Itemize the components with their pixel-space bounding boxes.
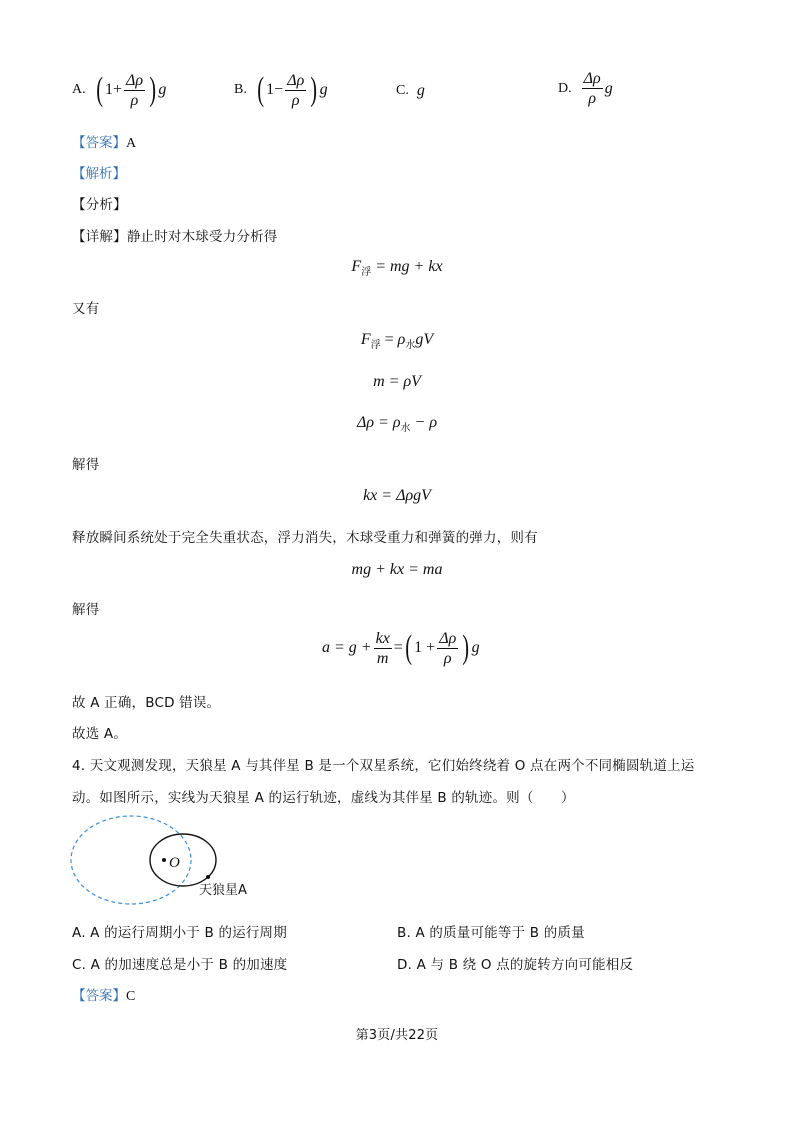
- q3-option-c[interactable]: C. g: [396, 82, 425, 99]
- q4-option-b[interactable]: B. A 的质量可能等于 B 的质量: [397, 925, 585, 941]
- fraction: $\frac{\Delta\rho}{\rho}$: [583, 70, 601, 107]
- center-point-o: [162, 858, 166, 862]
- orbit-figure: [66, 812, 286, 912]
- equation-mass: m = ρV: [373, 373, 421, 390]
- fraction: $\frac{\Delta\rho}{\rho}$: [125, 71, 144, 109]
- detail-line: 【详解】静止时对木球受力分析得: [72, 229, 278, 245]
- q3-option-b[interactable]: B. ( 1− $\frac{\Delta\rho}{\rho}$ ) g: [234, 71, 328, 109]
- analysis-tag: 【解析】: [72, 166, 126, 182]
- star-a-point: [206, 875, 210, 879]
- answer-line-q3: 【答案】A: [72, 135, 137, 151]
- equation-buoyancy: $F_浮$ = mg + kx: [351, 258, 443, 278]
- q4-option-d[interactable]: D. A 与 B 绕 O 点的旋转方向可能相反: [397, 957, 634, 973]
- q3-option-d[interactable]: D. $\frac{\Delta\rho}{\rho}$ g: [558, 70, 613, 107]
- orbit-a-solid: [150, 834, 216, 886]
- choice-line: 故选 A。: [72, 726, 128, 742]
- text-release: 释放瞬间系统处于完全失重状态，浮力消失，木球受重力和弹簧的弹力，则有: [72, 530, 538, 546]
- equation-newton: mg + kx = ma: [351, 561, 443, 578]
- page-footer: 第3页/共22页: [355, 1028, 439, 1043]
- q4-option-a[interactable]: A. A 的运行周期小于 B 的运行周期: [72, 925, 287, 941]
- fraction: $\frac{kx}{m}$: [375, 629, 390, 667]
- star-a-label: 天狼星A: [199, 883, 247, 898]
- q4-stem-line-2: 动。如图所示，实线为天狼星 A 的运行轨迹，虚线为其伴星 B 的轨迹。则（ ）: [72, 790, 575, 806]
- equation-spring: kx = ΔρgV: [363, 487, 431, 504]
- conclusion-line: 故 A 正确，BCD 错误。: [72, 695, 221, 711]
- q4-option-c[interactable]: C. A 的加速度总是小于 B 的加速度: [72, 957, 288, 973]
- equation-acceleration: a = g + $\frac{kx}{m}$ = ( 1 + $\frac{\Delta\rho}{\rho}$ ) g: [322, 629, 480, 667]
- q4-stem-line-1: 4. 天文观测发现，天狼星 A 与其伴星 B 是一个双星系统，它们始终绕着 O 点在两个不同椭圆轨道上运: [72, 758, 695, 774]
- center-label: O: [169, 855, 180, 871]
- text-jiede-2: 解得: [72, 602, 100, 618]
- q3-option-a[interactable]: A. ( 1+ $\frac{\Delta\rho}{\rho}$ ) g: [72, 71, 167, 109]
- fenxi-tag: 【分析】: [72, 197, 127, 213]
- fraction: $\frac{\Delta\rho}{\rho}$: [287, 71, 305, 109]
- text-youyou: 又有: [72, 301, 100, 317]
- equation-buoyancy-volume: $F_浮 = \rho_水gV$: [360, 331, 434, 351]
- text-jiede-1: 解得: [72, 457, 100, 473]
- equation-density-diff: $\Delta\rho = \rho_水 - \rho$: [356, 414, 438, 434]
- answer-line-q4: 【答案】C: [72, 988, 136, 1004]
- fraction: $\frac{\Delta\rho}{\rho}$: [439, 629, 457, 667]
